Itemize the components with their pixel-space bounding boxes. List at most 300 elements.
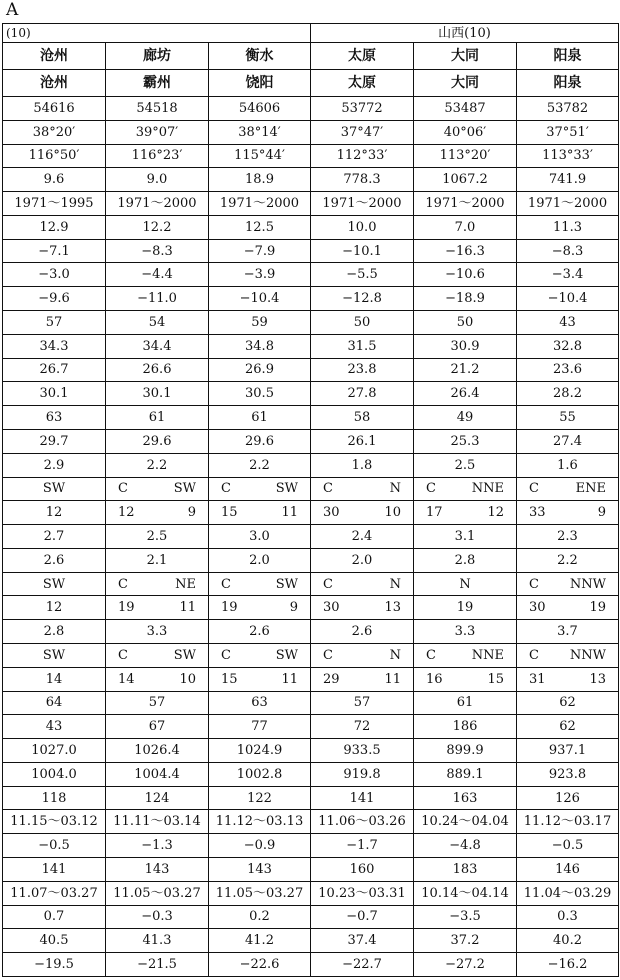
- table-cell: 1024.9: [209, 739, 311, 763]
- table-cell: 112°33′: [311, 144, 414, 168]
- table-cell: 43: [3, 715, 106, 739]
- table-cell: [311, 477, 414, 501]
- table-cell: −9.6: [3, 287, 106, 311]
- table-cell: 29.7: [3, 429, 106, 453]
- cell-pair: [517, 601, 618, 614]
- station-name: 阳泉: [517, 43, 619, 70]
- table-cell: 21.2: [414, 358, 517, 382]
- table-cell: 122: [209, 786, 311, 810]
- cell-part: SW: [42, 576, 66, 592]
- table-row: [3, 453, 619, 477]
- cell-pair: [106, 649, 208, 662]
- table-cell: 27.4: [517, 429, 619, 453]
- cell-part: C: [529, 576, 539, 592]
- table-cell: 889.1: [414, 762, 517, 786]
- table-cell: 126: [517, 786, 619, 810]
- station-site: 太原: [311, 70, 414, 97]
- cell-part: N: [389, 647, 401, 663]
- table-cell: 40.2: [517, 929, 619, 953]
- table-cell: 59: [209, 311, 311, 335]
- table-cell: 124: [106, 786, 209, 810]
- cell-part: 9: [597, 505, 607, 521]
- table-cell: 32.8: [517, 334, 619, 358]
- table-cell: 11.05～03.27: [209, 881, 311, 905]
- table-cell: 10.24～04.04: [414, 810, 517, 834]
- cell-part: C: [118, 576, 128, 592]
- cell-pair: [414, 601, 516, 614]
- table-cell: −8.3: [106, 239, 209, 263]
- cell-part: C: [221, 647, 231, 663]
- station-site: 阳泉: [517, 70, 619, 97]
- table-cell: −1.7: [311, 834, 414, 858]
- cell-pair: [209, 482, 310, 495]
- table-cell: 1.6: [517, 453, 619, 477]
- cell-pair: [106, 601, 208, 614]
- cell-pair: [311, 482, 413, 495]
- table-cell: 141: [3, 858, 106, 882]
- cell-part: 13: [589, 671, 607, 687]
- table-cell: −0.5: [3, 834, 106, 858]
- table-cell: 2.6: [3, 548, 106, 572]
- table-cell: 2.6: [209, 620, 311, 644]
- table-cell: 778.3: [311, 168, 414, 192]
- table-cell: 53782: [517, 97, 619, 121]
- table-cell: 1971～2000: [209, 192, 311, 216]
- table-cell: 23.8: [311, 358, 414, 382]
- table-row: [3, 406, 619, 430]
- cell-pair: [3, 673, 105, 686]
- table-cell: 1002.8: [209, 762, 311, 786]
- station-name: 衡水: [209, 43, 311, 70]
- table-cell: 37°51′: [517, 120, 619, 144]
- table-cell: −0.7: [311, 905, 414, 929]
- table-cell: −4.4: [106, 263, 209, 287]
- table-row: [3, 501, 619, 525]
- table-cell: 2.4: [311, 525, 414, 549]
- table-cell: 37.2: [414, 929, 517, 953]
- table-cell: −7.1: [3, 239, 106, 263]
- station-site: 饶阳: [209, 70, 311, 97]
- cell-part: SW: [173, 647, 196, 663]
- table-row: [3, 858, 619, 882]
- table-cell: 2.2: [517, 548, 619, 572]
- cell-part: SW: [275, 647, 298, 663]
- cell-part: 19: [118, 600, 135, 616]
- table-cell: −0.3: [106, 905, 209, 929]
- table-cell: [106, 501, 209, 525]
- cell-pair: [3, 578, 105, 591]
- table-cell: −3.0: [3, 263, 106, 287]
- table-cell: −10.1: [311, 239, 414, 263]
- table-cell: 11.04～03.29: [517, 881, 619, 905]
- cell-part: C: [426, 481, 436, 497]
- corner-label: A: [6, 0, 19, 20]
- table-cell: [106, 596, 209, 620]
- table-row: [3, 596, 619, 620]
- table-cell: 1067.2: [414, 168, 517, 192]
- table-cell: 116°23′: [106, 144, 209, 168]
- cell-part: 9: [187, 505, 196, 521]
- table-cell: 34.3: [3, 334, 106, 358]
- table-cell: 53772: [311, 97, 414, 121]
- table-cell: 30.1: [106, 382, 209, 406]
- table-cell: 919.8: [311, 762, 414, 786]
- table-cell: 43: [517, 311, 619, 335]
- table-cell: −3.4: [517, 263, 619, 287]
- table-row: [3, 120, 619, 144]
- cell-part: NNW: [569, 647, 607, 663]
- table-cell: 27.8: [311, 382, 414, 406]
- cell-part: SW: [42, 481, 66, 497]
- table-cell: 25.3: [414, 429, 517, 453]
- table-cell: −10.4: [209, 287, 311, 311]
- station-name: 太原: [311, 43, 414, 70]
- table-cell: 34.4: [106, 334, 209, 358]
- table-row: [3, 715, 619, 739]
- table-cell: 183: [414, 858, 517, 882]
- cell-pair: [209, 506, 310, 519]
- table-cell: 58: [311, 406, 414, 430]
- table-row: [3, 144, 619, 168]
- table-header-row: [3, 24, 619, 43]
- cell-part: 10: [179, 671, 196, 687]
- table-cell: −12.8: [311, 287, 414, 311]
- table-cell: 61: [106, 406, 209, 430]
- table-row: [3, 429, 619, 453]
- cell-pair: [106, 673, 208, 686]
- cell-part: 14: [45, 671, 63, 687]
- table-cell: 77: [209, 715, 311, 739]
- table-cell: [209, 643, 311, 667]
- station-site-row: [3, 70, 619, 97]
- table-row: [3, 382, 619, 406]
- table-row: [3, 311, 619, 335]
- cell-part: 15: [221, 671, 238, 687]
- cell-part: SW: [275, 481, 298, 497]
- table-cell: 937.1: [517, 739, 619, 763]
- cell-part: NNW: [569, 576, 607, 592]
- table-cell: −16.3: [414, 239, 517, 263]
- table-cell: [3, 501, 106, 525]
- table-row: [3, 97, 619, 121]
- table-row: [3, 215, 619, 239]
- table-cell: −0.5: [517, 834, 619, 858]
- cell-part: 17: [426, 505, 443, 521]
- cell-part: 30: [529, 600, 546, 616]
- table-cell: [414, 667, 517, 691]
- table-cell: 11.11～03.14: [106, 810, 209, 834]
- cell-part: C: [221, 576, 231, 592]
- cell-part: NNE: [471, 647, 504, 663]
- table-cell: −1.3: [106, 834, 209, 858]
- cell-pair: [209, 601, 310, 614]
- cell-part: C: [118, 481, 128, 497]
- table-cell: 72: [311, 715, 414, 739]
- station-site: 霸州: [106, 70, 209, 97]
- table-cell: 2.9: [3, 453, 106, 477]
- table-row: [3, 929, 619, 953]
- table-cell: 3.3: [414, 620, 517, 644]
- table-cell: 2.5: [106, 525, 209, 549]
- table-cell: 0.2: [209, 905, 311, 929]
- table-cell: 11.05～03.27: [106, 881, 209, 905]
- table-cell: 3.1: [414, 525, 517, 549]
- table-cell: 61: [209, 406, 311, 430]
- table-cell: 26.6: [106, 358, 209, 382]
- table-cell: 3.3: [106, 620, 209, 644]
- cell-pair: [106, 506, 208, 519]
- table-row: [3, 334, 619, 358]
- cell-part: 15: [221, 505, 238, 521]
- table-cell: 2.7: [3, 525, 106, 549]
- cell-part: C: [426, 647, 436, 663]
- cell-part: 12: [118, 505, 135, 521]
- cell-part: C: [323, 647, 333, 663]
- table-cell: 26.9: [209, 358, 311, 382]
- table-cell: 62: [517, 715, 619, 739]
- table-cell: [517, 572, 619, 596]
- table-cell: 115°44′: [209, 144, 311, 168]
- table-cell: 50: [311, 311, 414, 335]
- table-cell: 11.3: [517, 215, 619, 239]
- table-cell: 11.12～03.13: [209, 810, 311, 834]
- table-cell: 50: [414, 311, 517, 335]
- table-cell: −8.3: [517, 239, 619, 263]
- cell-pair: [517, 673, 618, 686]
- cell-part: ENE: [575, 481, 607, 497]
- table-cell: 0.7: [3, 905, 106, 929]
- table-cell: [311, 667, 414, 691]
- table-cell: −19.5: [3, 953, 106, 977]
- cell-pair: [106, 578, 208, 591]
- cell-pair: [414, 578, 516, 591]
- table-cell: 118: [3, 786, 106, 810]
- table-cell: −27.2: [414, 953, 517, 977]
- cell-part: 16: [426, 671, 443, 687]
- station-name: 大同: [414, 43, 517, 70]
- table-cell: −22.6: [209, 953, 311, 977]
- cell-part: C: [323, 576, 333, 592]
- table-cell: −10.4: [517, 287, 619, 311]
- table-cell: 2.5: [414, 453, 517, 477]
- cell-pair: [414, 649, 516, 662]
- table-cell: [311, 596, 414, 620]
- cell-pair: [414, 673, 516, 686]
- table-cell: [106, 572, 209, 596]
- cell-part: NNE: [471, 481, 504, 497]
- table-cell: −3.5: [414, 905, 517, 929]
- table-cell: 54606: [209, 97, 311, 121]
- table-row: [3, 834, 619, 858]
- table-cell: 1027.0: [3, 739, 106, 763]
- table-cell: 1004.4: [106, 762, 209, 786]
- table-cell: 11.07～03.27: [3, 881, 106, 905]
- table-cell: 923.8: [517, 762, 619, 786]
- table-cell: 2.0: [311, 548, 414, 572]
- table-cell: 1004.0: [3, 762, 106, 786]
- table-cell: 2.8: [414, 548, 517, 572]
- table-cell: 2.3: [517, 525, 619, 549]
- cell-part: 13: [384, 600, 401, 616]
- table-row: [3, 739, 619, 763]
- table-row: [3, 762, 619, 786]
- table-cell: 186: [414, 715, 517, 739]
- table-row: [3, 572, 619, 596]
- table-cell: 1971～2000: [311, 192, 414, 216]
- table-cell: [517, 477, 619, 501]
- cell-pair: [3, 601, 105, 614]
- table-cell: 64: [3, 691, 106, 715]
- table-cell: 41.3: [106, 929, 209, 953]
- table-cell: [517, 501, 619, 525]
- table-cell: 11.06～03.26: [311, 810, 414, 834]
- table-cell: 2.2: [209, 453, 311, 477]
- table-cell: 30.5: [209, 382, 311, 406]
- table-cell: [3, 572, 106, 596]
- table-cell: 11.12～03.17: [517, 810, 619, 834]
- table-cell: 49: [414, 406, 517, 430]
- cell-part: 19: [589, 600, 607, 616]
- cell-part: C: [529, 647, 539, 663]
- table-cell: 2.1: [106, 548, 209, 572]
- table-cell: 26.4: [414, 382, 517, 406]
- table-cell: 67: [106, 715, 209, 739]
- table-cell: [209, 572, 311, 596]
- cell-part: 11: [281, 671, 298, 687]
- cell-part: N: [389, 481, 401, 497]
- table-row: [3, 548, 619, 572]
- table-row: [3, 953, 619, 977]
- table-cell: 163: [414, 786, 517, 810]
- table-cell: 160: [311, 858, 414, 882]
- table-cell: 63: [209, 691, 311, 715]
- table-cell: 57: [3, 311, 106, 335]
- table-cell: 10.0: [311, 215, 414, 239]
- station-name: 廊坊: [106, 43, 209, 70]
- table-cell: [106, 643, 209, 667]
- table-cell: −16.2: [517, 953, 619, 977]
- table-cell: 933.5: [311, 739, 414, 763]
- table-cell: [414, 596, 517, 620]
- cell-part: NE: [175, 576, 196, 592]
- table-row: [3, 263, 619, 287]
- table-cell: [414, 501, 517, 525]
- table-row: [3, 192, 619, 216]
- table-row: [3, 643, 619, 667]
- cell-part: 31: [529, 671, 546, 687]
- table-cell: 12.5: [209, 215, 311, 239]
- cell-pair: [209, 578, 310, 591]
- cell-pair: [3, 649, 105, 662]
- table-cell: 7.0: [414, 215, 517, 239]
- cell-part: SW: [275, 576, 298, 592]
- table-cell: [209, 501, 311, 525]
- table-cell: −3.9: [209, 263, 311, 287]
- table-row: [3, 358, 619, 382]
- cell-pair: [209, 649, 310, 662]
- cell-part: 19: [221, 600, 238, 616]
- table-cell: 12.9: [3, 215, 106, 239]
- cell-pair: [517, 482, 618, 495]
- table-row: [3, 905, 619, 929]
- table-cell: [209, 477, 311, 501]
- table-cell: 10.23～03.31: [311, 881, 414, 905]
- table-cell: [517, 667, 619, 691]
- cell-part: 9: [289, 600, 298, 616]
- table-cell: 2.2: [106, 453, 209, 477]
- table-cell: [106, 477, 209, 501]
- cell-part: 30: [323, 505, 340, 521]
- cell-part: C: [323, 481, 333, 497]
- table-cell: 113°33′: [517, 144, 619, 168]
- cell-pair: [414, 482, 516, 495]
- cell-part: 14: [118, 671, 135, 687]
- table-row: [3, 620, 619, 644]
- table-cell: 2.8: [3, 620, 106, 644]
- table-cell: [311, 572, 414, 596]
- table-cell: −22.7: [311, 953, 414, 977]
- table-cell: [414, 572, 517, 596]
- table-cell: 54616: [3, 97, 106, 121]
- station-site: 沧州: [3, 70, 106, 97]
- table-row: [3, 691, 619, 715]
- table-cell: 38°20′: [3, 120, 106, 144]
- table-cell: [311, 643, 414, 667]
- cell-pair: [517, 578, 618, 591]
- table-cell: [517, 643, 619, 667]
- table-row: [3, 667, 619, 691]
- table-cell: [414, 477, 517, 501]
- cell-pair: [3, 506, 105, 519]
- cell-part: 10: [384, 505, 401, 521]
- table-cell: 146: [517, 858, 619, 882]
- table-cell: 18.9: [209, 168, 311, 192]
- table-cell: 899.9: [414, 739, 517, 763]
- table-cell: 57: [106, 691, 209, 715]
- table-cell: −11.0: [106, 287, 209, 311]
- table-row: [3, 881, 619, 905]
- cell-part: 12: [487, 505, 504, 521]
- table-cell: −18.9: [414, 287, 517, 311]
- cell-pair: [517, 649, 618, 662]
- table-cell: 11.15～03.12: [3, 810, 106, 834]
- table-cell: [414, 643, 517, 667]
- table-cell: 141: [311, 786, 414, 810]
- table-cell: 1971～2000: [414, 192, 517, 216]
- cell-part: SW: [173, 481, 196, 497]
- table-cell: 39°07′: [106, 120, 209, 144]
- cell-pair: [106, 482, 208, 495]
- cell-pair: [517, 506, 618, 519]
- cell-pair: [311, 578, 413, 591]
- table-cell: 2.6: [311, 620, 414, 644]
- table-cell: 23.6: [517, 358, 619, 382]
- table-cell: 2.0: [209, 548, 311, 572]
- table-row: [3, 239, 619, 263]
- table-cell: [311, 501, 414, 525]
- table-cell: 28.2: [517, 382, 619, 406]
- table-cell: 3.7: [517, 620, 619, 644]
- table-cell: 29.6: [209, 429, 311, 453]
- table-cell: 63: [3, 406, 106, 430]
- table-cell: 0.3: [517, 905, 619, 929]
- table-cell: [106, 667, 209, 691]
- table-cell: [3, 596, 106, 620]
- table-cell: 143: [106, 858, 209, 882]
- table-cell: 1971～2000: [517, 192, 619, 216]
- cell-pair: [311, 673, 413, 686]
- table-cell: 143: [209, 858, 311, 882]
